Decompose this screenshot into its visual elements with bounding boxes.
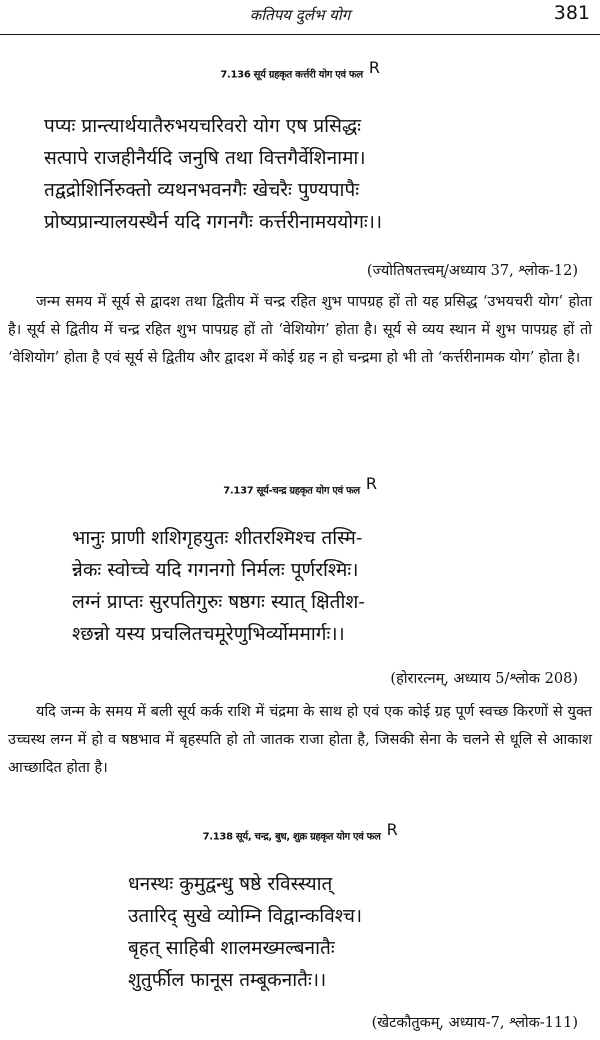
section-heading-7-136 bbox=[0, 58, 600, 80]
verse-line: शुतुर्फील फानूस तम्बूकनातैः।। bbox=[128, 969, 327, 991]
verse-line: बृहत् साहिबी शालमख्मल्बनातैः bbox=[128, 937, 335, 959]
verse-line: पप्यः प्रान्त्यार्थयातैरुभयचरिवरो योग एष प्रसिद्धः bbox=[44, 115, 361, 137]
page-number: 381 bbox=[553, 2, 590, 24]
citation-7-138: (खेटकौतुकम्, अध्याय-7, श्लोक-111) bbox=[371, 1015, 578, 1031]
section-title: 7.138 सूर्य, चन्द्र, बुध, शुक्र ग्रहकृत योग एवं फल bbox=[202, 831, 381, 843]
verse-line: सत्पापे राजहीनैर्यदि जनुषि तथा वित्तगैर्वेशिनामा। bbox=[44, 147, 366, 169]
section-title: 7.137 सूर्य-चन्द्र ग्रहकृत योग एवं फल bbox=[223, 485, 360, 497]
section-mark: R bbox=[368, 58, 380, 77]
verse-line: प्रोष्यप्रान्यालयस्थैर्न यदि गगनगैः कर्त्तरीनामययोगः।। bbox=[44, 211, 383, 233]
section-heading-7-137 bbox=[0, 474, 600, 496]
running-header bbox=[0, 0, 600, 35]
verse-line: उतारिद् सुखे व्योम्नि विद्वान्कविश्च। bbox=[128, 905, 363, 927]
section-heading-7-138 bbox=[0, 820, 600, 842]
verse-line: लग्नं प्राप्तः सुरपतिगुरुः षष्ठगः स्यात् क्षितीश- bbox=[72, 591, 365, 613]
verse-line: तद्वद्रोशिर्निरुक्तो व्यथनभवनगैः खेचरैः पुण्यपापैः bbox=[44, 179, 360, 201]
section-title: 7.136 सूर्य ग्रहकृत कर्त्तरी योग एवं फल bbox=[220, 69, 363, 81]
chapter-title: कतिपय दुर्लभ योग bbox=[249, 6, 351, 24]
verse-line: भानुः प्राणी शशिगृहयुतः शीतरश्मिश्च तस्मि- bbox=[72, 527, 363, 549]
verse-7-137 bbox=[72, 522, 365, 650]
citation-7-137: (होरारत्नम्, अध्याय 5/श्लोक 208) bbox=[390, 671, 578, 687]
commentary-7-136: जन्म समय में सूर्य से द्वादश तथा द्वितीय में चन्द्र रहित शुभ पापग्रह हों तो यह प्रसिद्ध ‘उभयचरी योग’ होता है। सूर्य से द्वितीय में चन्द्र रहित शुभ पापग्रह हों तो ‘वेशियोग’ होता है। सूर्य से व्यय स्थान में शुभ पापग्रह हों तो ‘वेशियोग’ होता है एवं सूर्य से द्वितीय और द्वादश में कोई ग्रह न हो चन्द्रमा हो भी तो ‘कर्त्तरीनामक योग’ होता है। bbox=[8, 294, 592, 366]
section-mark: R bbox=[365, 474, 377, 493]
commentary-7-137: यदि जन्म के समय में बली सूर्य कर्क राशि में चंद्रमा के साथ हो एवं एक कोई ग्रह पूर्ण स्वच्छ किरणों से युक्त उच्चस्थ लग्न में हो व षष्ठभाव में बृहस्पति हो तो जातक राजा होता है, जिसकी सेना के चलने से धूलि से आकाश आच्छादित होता है। bbox=[8, 704, 592, 776]
verse-7-138 bbox=[128, 868, 362, 996]
citation-7-136: (ज्योतिषतत्त्वम्/अध्याय 37, श्लोक-12) bbox=[366, 263, 578, 279]
section-mark: R bbox=[386, 820, 398, 839]
verse-7-136 bbox=[44, 110, 382, 238]
verse-line: न्नेकः स्वोच्चे यदि गगनगो निर्मलः पूर्णरश्मिः। bbox=[72, 559, 359, 581]
verse-line: धनस्थः कुमुद्वन्धु षष्ठे रविस्स्यात् bbox=[128, 873, 333, 895]
verse-line: श्छन्नो यस्य प्रचलितचमूरेणुभिर्व्योममार्गः।। bbox=[72, 623, 345, 645]
